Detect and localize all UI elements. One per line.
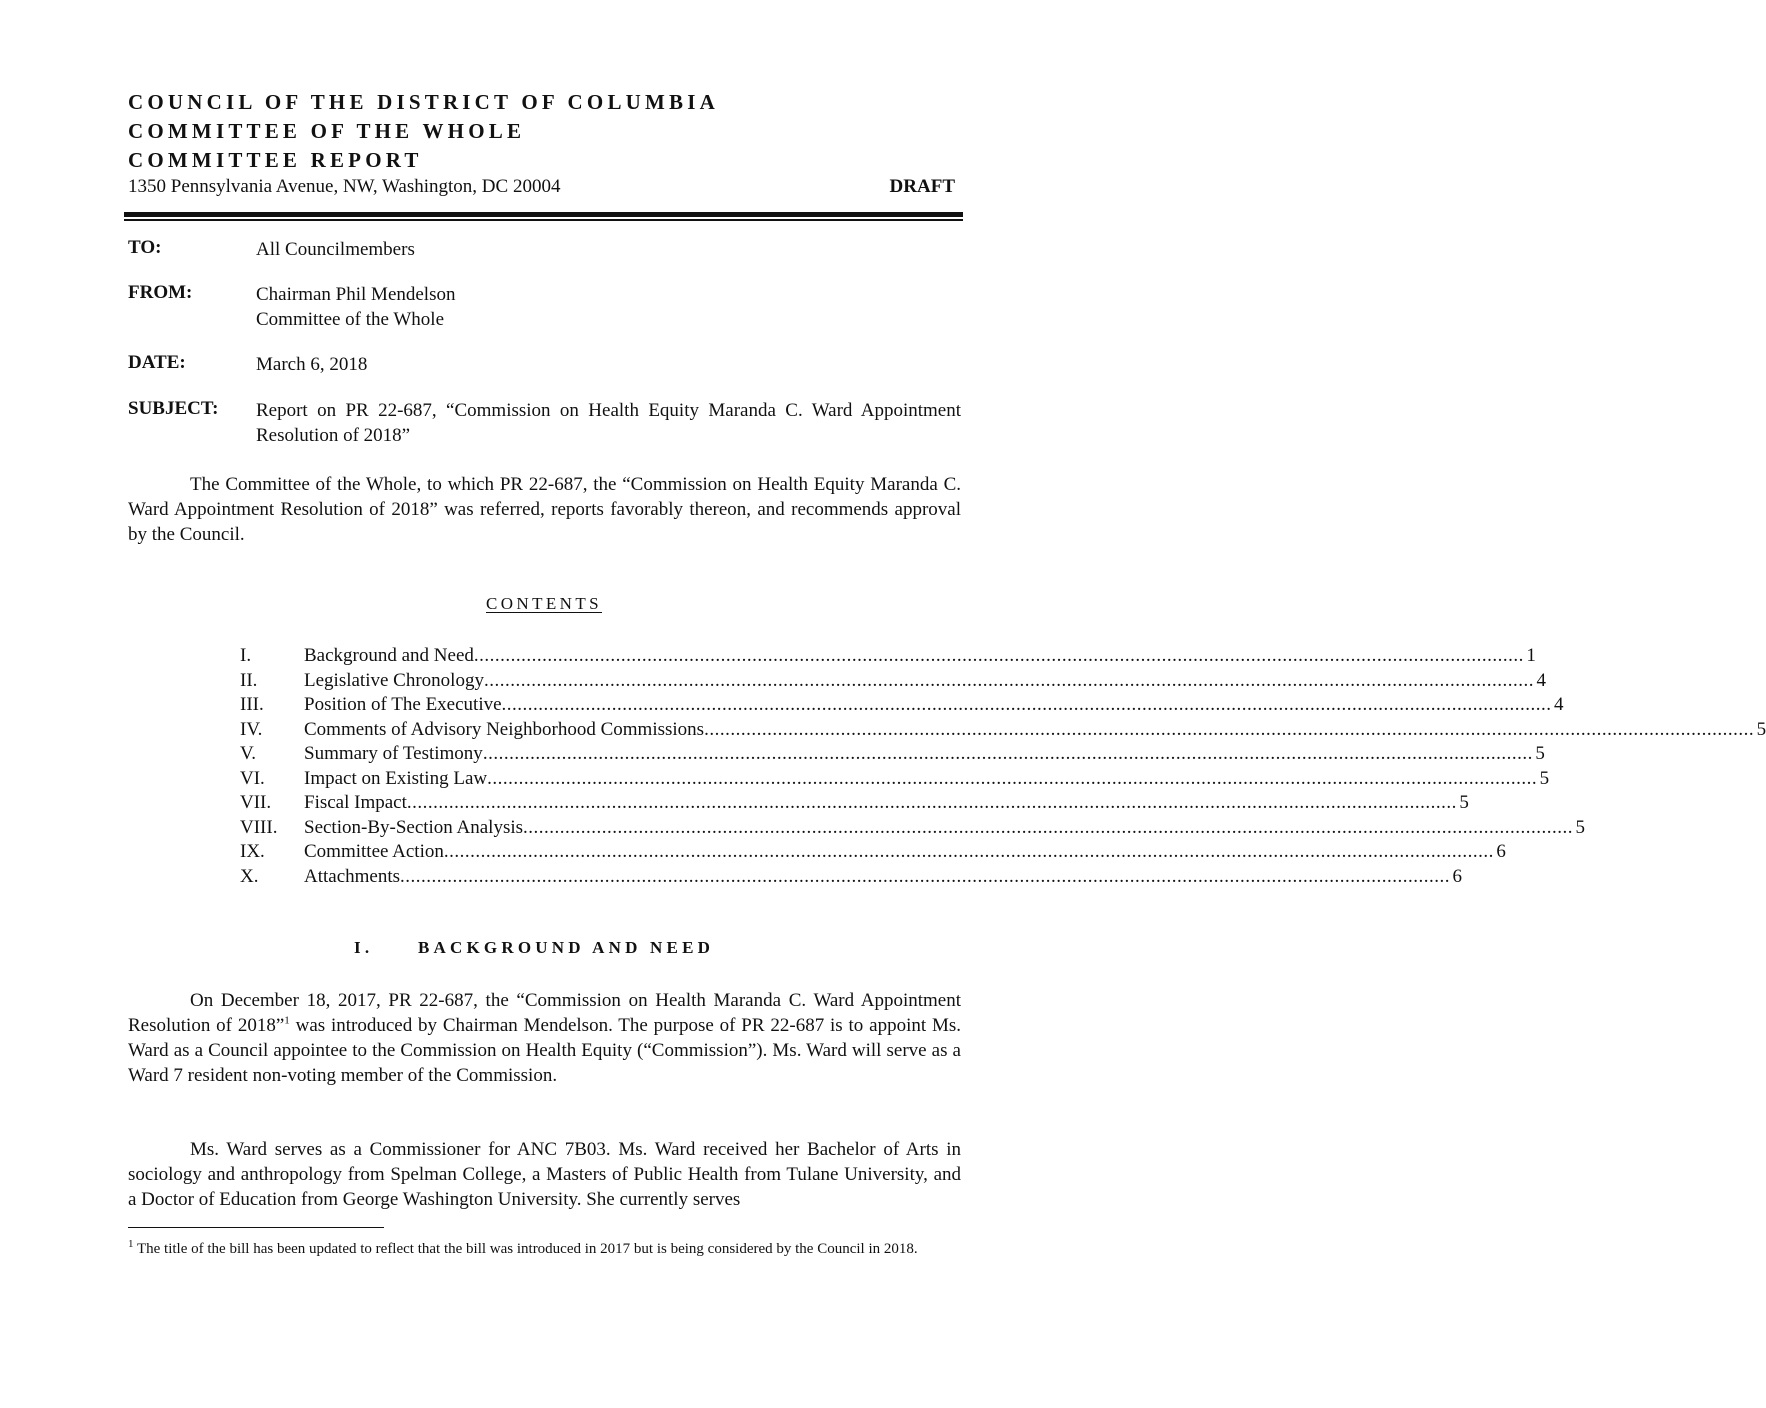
toc-title: Legislative Chronology (304, 669, 484, 691)
toc-title: Comments of Advisory Neighborhood Commissions (304, 718, 705, 740)
toc-page: 5 (1756, 718, 1766, 740)
intro-paragraph (128, 472, 961, 547)
toc-page: 5 (1535, 743, 1545, 764)
subject-value: Report on PR 22-687, “Commission on Health Equity Maranda C. Ward Appointment Resolution of 2018” (256, 400, 961, 446)
header-report-type: COMMITTEE REPORT (128, 148, 423, 172)
background-paragraph-1 (128, 988, 961, 1088)
intro-text: The Committee of the Whole, to which PR 22-687, the “Commission on Health Equity Maranda C. Ward Appointment Resolution of 2018” was referred, reports favorably thereon, and recommends approval by the Council. (128, 474, 961, 545)
toc-title: Impact on Existing Law (304, 767, 488, 789)
from-value-name: Chairman Phil Mendelson (256, 284, 456, 305)
footnote-text: The title of the bill has been updated to reflect that the bill was introduced in 2017 but is being considered by the Council in 2018. (133, 1241, 918, 1257)
background-text-1a: On December 18, 2017, PR 22-687, the “Commission on Health Maranda C. Ward Appointment Resolution of 2018” (128, 990, 961, 1036)
toc-page: 5 (1539, 767, 1550, 789)
toc-title: Committee Action (304, 841, 444, 862)
toc-leader: ........................................................................................................................................................................................................ (400, 865, 1451, 887)
header-rule-thin (124, 219, 963, 221)
section-number: I. (354, 938, 374, 957)
toc-page: 1 (1526, 645, 1536, 666)
toc-row[interactable] (240, 865, 1463, 891)
toc-leader: ........................................................................................................................................................................................................ (487, 767, 1538, 789)
to-value: All Councilmembers (256, 239, 415, 260)
toc-num: IV. (240, 718, 263, 740)
draft-label: DRAFT (889, 176, 955, 197)
toc-page: 4 (1554, 694, 1564, 715)
background-paragraph-2 (128, 1137, 961, 1212)
toc-leader: ........................................................................................................................................................................................................ (473, 645, 1524, 666)
toc-row[interactable] (240, 718, 1766, 744)
toc-page: 6 (1496, 841, 1506, 862)
toc-num: VII. (240, 792, 272, 813)
section-title: BACKGROUND AND NEED (418, 938, 715, 957)
footnote (128, 1239, 961, 1259)
toc-leader: ........................................................................................................................................................................................................ (483, 669, 1534, 691)
toc-page: 5 (1459, 792, 1469, 813)
toc-title: Attachments (304, 865, 401, 887)
background-text-1b: was introduced by Chairman Mendelson. The purpose of PR 22-687 is to appoint Ms. Ward as a Council appointee to the Commission on Health Equity (“Commission”). Ms. Ward will serve as a Ward 7 resident non-voting member of the Commission. (128, 1015, 961, 1086)
toc-leader: ........................................................................................................................................................................................................ (406, 792, 1457, 813)
toc-page: 5 (1575, 816, 1586, 838)
toc-row[interactable] (240, 694, 1564, 719)
contents-title: CONTENTS (486, 594, 602, 613)
subject-label: SUBJECT: (128, 398, 219, 419)
toc-row[interactable] (240, 792, 1469, 817)
footnote-number: 1 (128, 1238, 134, 1250)
toc-num: III. (240, 694, 264, 715)
toc-num: V. (240, 743, 257, 764)
toc-title: Background and Need (304, 645, 474, 666)
toc-row[interactable] (240, 669, 1546, 695)
to-label: TO: (128, 237, 162, 258)
header-rule-thick (124, 212, 963, 217)
header-committee: COMMITTEE OF THE WHOLE (128, 119, 526, 143)
toc-row[interactable] (240, 645, 1536, 670)
toc-row[interactable] (240, 816, 1586, 842)
toc-num: VI. (240, 767, 265, 789)
footnote-rule (128, 1227, 384, 1228)
toc-num: X. (240, 865, 259, 887)
header-council: COUNCIL OF THE DISTRICT OF COLUMBIA (128, 90, 719, 114)
header-address: 1350 Pennsylvania Avenue, NW, Washington, DC 20004 (128, 176, 561, 197)
footnote-ref[interactable]: 1 (284, 1014, 290, 1027)
date-value: March 6, 2018 (256, 354, 368, 375)
toc-title: Fiscal Impact (304, 792, 407, 813)
toc-leader: ........................................................................................................................................................................................................ (501, 694, 1552, 715)
toc-row[interactable] (240, 841, 1506, 866)
background-text-2: Ms. Ward serves as a Commissioner for ANC 7B03. Ms. Ward received her Bachelor of Arts in sociology and anthropology from Spelman College, a Masters of Public Health from Tulane University, and a Doctor of Education from George Washington University. She currently serves (128, 1139, 961, 1210)
toc-page: 4 (1536, 669, 1546, 691)
toc-leader: ........................................................................................................................................................................................................ (704, 718, 1755, 740)
toc-leader: ........................................................................................................................................................................................................ (443, 841, 1494, 862)
toc-row[interactable] (240, 743, 1545, 768)
date-label: DATE: (128, 352, 186, 373)
table-of-contents (240, 645, 1766, 890)
toc-leader: ........................................................................................................................................................................................................ (523, 816, 1574, 838)
toc-leader: ........................................................................................................................................................................................................ (482, 743, 1533, 764)
toc-num: II. (240, 669, 258, 691)
toc-title: Summary of Testimony (304, 743, 483, 764)
toc-num: I. (240, 645, 252, 666)
from-label: FROM: (128, 282, 193, 303)
contents-heading (0, 594, 1088, 614)
toc-title: Position of The Executive (304, 694, 502, 715)
from-value-committee: Committee of the Whole (256, 309, 445, 330)
toc-row[interactable] (240, 767, 1550, 793)
toc-title: Section-By-Section Analysis (304, 816, 524, 838)
toc-num: VIII. (240, 816, 278, 838)
toc-num: IX. (240, 841, 265, 862)
toc-page: 6 (1452, 865, 1463, 887)
